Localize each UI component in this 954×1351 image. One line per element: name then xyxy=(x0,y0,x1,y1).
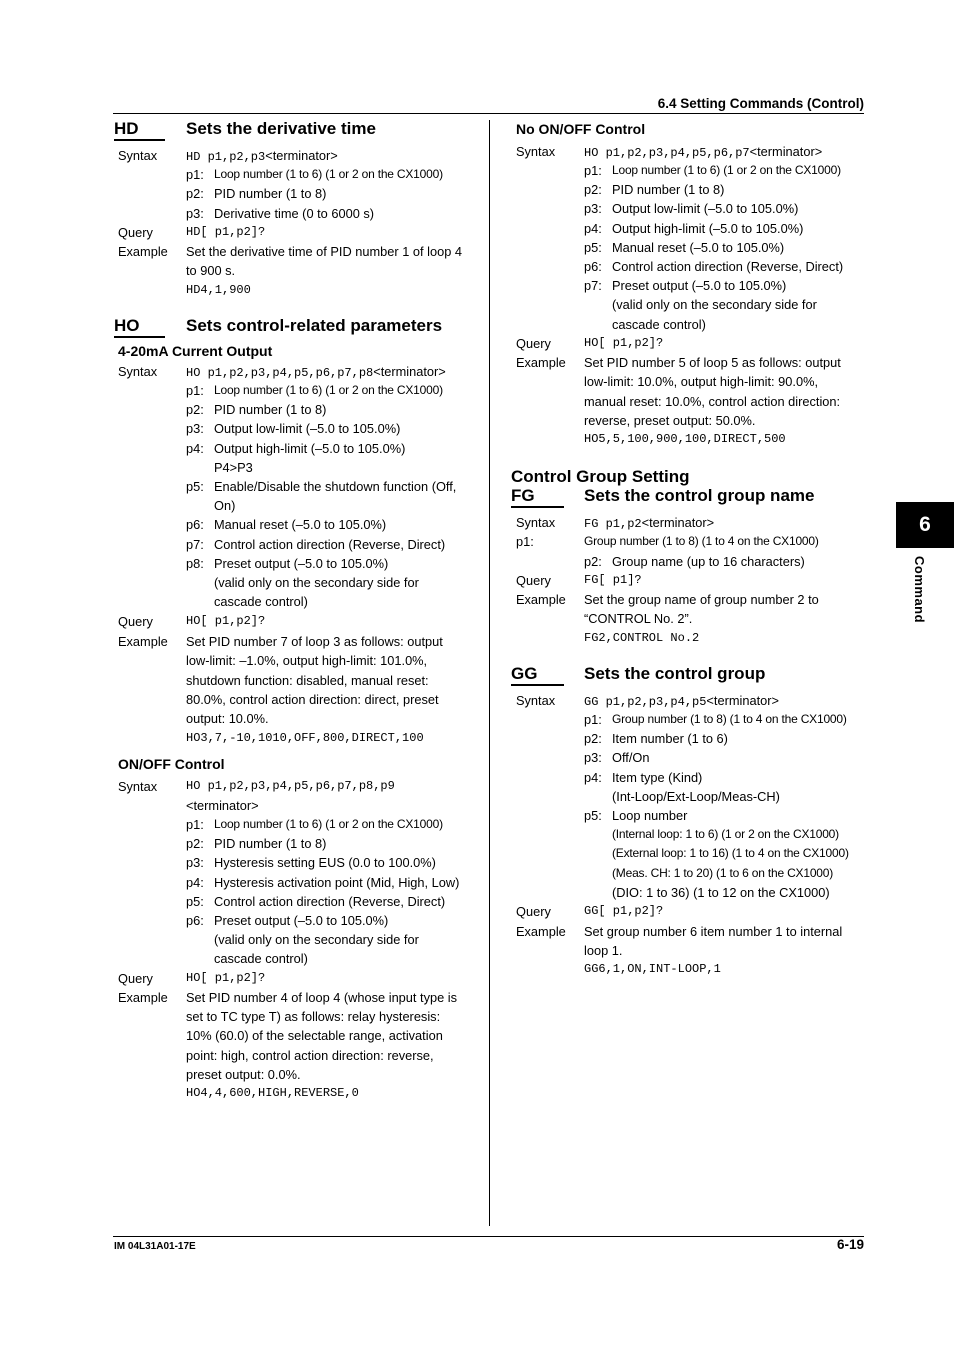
param-key: p1: xyxy=(584,163,602,178)
param-value: Output low-limit (–5.0 to 105.0%) xyxy=(612,201,799,217)
chapter-tab: 6 xyxy=(896,502,954,548)
ho-no-onoff-example-label: Example xyxy=(516,355,566,370)
param-value: (Int-Loop/Ext-Loop/Meas-CH) xyxy=(612,788,780,804)
param-key: p3: xyxy=(584,201,602,217)
fg-example-code: FG2,CONTROL No.2 xyxy=(584,631,700,645)
ho-onoff-subtitle: ON/OFF Control xyxy=(118,756,225,772)
ho-command-code: HO xyxy=(114,316,165,338)
fg-syntax-label: Syntax xyxy=(516,515,556,530)
gg-query-label: Query xyxy=(516,904,551,919)
param-key: p4: xyxy=(186,874,204,890)
param-value: On) xyxy=(214,498,236,514)
param-key: p7: xyxy=(584,278,602,294)
hd-title: Sets the derivative time xyxy=(186,119,376,138)
param-key: p1: xyxy=(186,817,204,832)
ho-current-syntax-label: Syntax xyxy=(118,364,158,379)
ho-no-onoff-subtitle: No ON/OFF Control xyxy=(516,121,646,137)
fg-example-label: Example xyxy=(516,592,566,607)
hd-param-p3: p3: xyxy=(186,206,204,221)
gg-title: Sets the control group xyxy=(584,664,766,683)
gg-syntax: GG p1,p2,p3,p4,p5<terminator> xyxy=(584,693,779,709)
hd-query-label: Query xyxy=(118,225,153,240)
example-line: Set PID number 7 of loop 3 as follows: output xyxy=(186,634,443,649)
ho-onoff-syntax-tail: <terminator> xyxy=(186,798,259,813)
param-value: Control action direction (Reverse, Direct) xyxy=(214,893,446,909)
fg-query: FG[ p1]? xyxy=(584,573,642,587)
param-value: Control action direction (Reverse, Direct) xyxy=(612,259,844,274)
hd-param-p2: p2: xyxy=(186,186,204,201)
example-code: HO5,5,100,900,100,DIRECT,500 xyxy=(584,432,786,447)
param-key: p5: xyxy=(186,479,204,494)
example-line: reverse, preset output: 50.0%. xyxy=(584,412,756,428)
param-value: Item type (Kind) xyxy=(612,769,703,785)
param-value: Manual reset (–5.0 to 105.0%) xyxy=(612,239,785,255)
example-code: HO3,7,-10,1010,OFF,800,DIRECT,100 xyxy=(186,730,424,745)
example-line: output: 10.0%. xyxy=(186,711,269,727)
param-key: p5: xyxy=(584,239,602,255)
fg-param-p1: p1: xyxy=(516,534,534,549)
ho-onoff-example-label: Example xyxy=(118,990,168,1005)
control-group-setting-heading: Control Group Setting xyxy=(511,467,690,486)
example-line: manual reset: 10.0%, control action direction: xyxy=(584,393,841,409)
fg-example-line: Set the group name of group number 2 to xyxy=(584,592,819,607)
chapter-tab-label: Command xyxy=(912,556,927,624)
param-key: p2: xyxy=(186,402,204,418)
ho-no-onoff-syntax-label: Syntax xyxy=(516,144,556,159)
param-key: p6: xyxy=(584,259,602,274)
param-value: Hysteresis setting EUS (0.0 to 100.0%) xyxy=(214,855,436,871)
param-key: p5: xyxy=(584,808,602,823)
fg-param-p2-text: Group name (up to 16 characters) xyxy=(612,554,805,569)
param-value: Item number (1 to 6) xyxy=(612,731,728,747)
param-value: Loop number (1 to 6) (1 or 2 on the CX1000) xyxy=(612,163,841,177)
param-value: cascade control) xyxy=(214,594,308,610)
hd-syntax-label: Syntax xyxy=(118,148,158,163)
fg-syntax: FG p1,p2<terminator> xyxy=(584,515,715,531)
ho-no-onoff-query: HO[ p1,p2]? xyxy=(584,336,664,350)
param-value: P4>P3 xyxy=(214,459,253,475)
footer-rule xyxy=(113,1236,864,1237)
ho-title: Sets control-related parameters xyxy=(186,316,443,335)
param-value: Preset output (–5.0 to 105.0%) xyxy=(214,555,389,571)
param-key: p6: xyxy=(186,913,204,928)
running-header: 6.4 Setting Commands (Control) xyxy=(657,96,864,111)
example-line: 80.0%, control action direction: direct, preset xyxy=(186,691,439,707)
param-value: Off/On xyxy=(612,750,650,766)
gg-syntax-label: Syntax xyxy=(516,693,556,708)
param-value: cascade control) xyxy=(214,951,308,967)
ho-current-syntax: HO p1,p2,p3,p4,p5,p6,p7,p8<terminator> xyxy=(186,364,446,380)
ho-current-query-label: Query xyxy=(118,614,153,629)
param-value: (Meas. CH: 1 to 20) (1 to 6 on the CX1000) xyxy=(612,865,834,880)
fg-param-p1-text: Group number (1 to 8) (1 to 4 on the CX1000) xyxy=(584,534,819,548)
param-value: (valid only on the secondary side for xyxy=(612,297,817,313)
example-line: Set PID number 5 of loop 5 as follows: output xyxy=(584,355,841,370)
param-value: Loop number xyxy=(612,808,688,823)
param-value: Manual reset (–5.0 to 105.0%) xyxy=(214,517,387,533)
hd-example-label: Example xyxy=(118,244,168,259)
hd-syntax: HD p1,p2,p3<terminator> xyxy=(186,148,338,164)
param-value: Control action direction (Reverse, Direct) xyxy=(214,536,446,552)
ho-no-onoff-syntax: HO p1,p2,p3,p4,p5,p6,p7<terminator> xyxy=(584,144,823,160)
example-line: point: high, control action direction: reverse, xyxy=(186,1047,434,1063)
header-rule xyxy=(113,113,864,114)
param-value: Enable/Disable the shutdown function (Off, xyxy=(214,479,457,494)
gg-example-line: Set group number 6 item number 1 to internal xyxy=(584,924,843,939)
param-value: Loop number (1 to 6) (1 or 2 on the CX1000) xyxy=(214,383,443,397)
param-value: (valid only on the secondary side for xyxy=(214,575,419,590)
ho-current-example-label: Example xyxy=(118,634,168,649)
page-number: 6-19 xyxy=(836,1237,864,1252)
param-key: p3: xyxy=(186,421,204,437)
hd-param-p1-text: Loop number (1 to 6) (1 or 2 on the CX1000) xyxy=(214,167,443,181)
hd-command-code: HD xyxy=(114,119,165,141)
ho-current-query: HO[ p1,p2]? xyxy=(186,614,266,628)
param-key: p3: xyxy=(584,750,602,766)
hd-example-code: HD4,1,900 xyxy=(186,283,251,297)
param-value: cascade control) xyxy=(612,316,706,332)
param-key: p2: xyxy=(186,836,204,852)
param-value: Output high-limit (–5.0 to 105.0%) xyxy=(612,220,804,236)
fg-example-line: “CONTROL No. 2”. xyxy=(584,611,693,626)
ho-onoff-syntax: HO p1,p2,p3,p4,p5,p6,p7,p8,p9 xyxy=(186,779,395,793)
fg-title: Sets the control group name xyxy=(584,486,815,505)
gg-command-code: GG xyxy=(511,664,564,686)
example-line: 10% (60.0) of the selectable range, activation xyxy=(186,1028,443,1044)
column-divider xyxy=(489,120,490,1226)
param-value: PID number (1 to 8) xyxy=(214,402,327,418)
fg-query-label: Query xyxy=(516,573,551,588)
example-line: shutdown function: disabled, manual reset: xyxy=(186,672,429,688)
gg-example-code: GG6,1,ON,INT-LOOP,1 xyxy=(584,962,721,976)
param-value: (DIO: 1 to 36) (1 to 12 on the CX1000) xyxy=(612,884,830,900)
param-value: Preset output (–5.0 to 105.0%) xyxy=(612,278,787,294)
hd-param-p2-text: PID number (1 to 8) xyxy=(214,186,327,201)
ho-onoff-syntax-label: Syntax xyxy=(118,779,158,794)
param-value: (Internal loop: 1 to 6) (1 or 2 on the CX1000) xyxy=(612,827,839,842)
param-value: PID number (1 to 8) xyxy=(612,182,725,198)
example-line: set to TC type T) as follows: relay hysteresis: xyxy=(186,1009,441,1025)
param-value: Output high-limit (–5.0 to 105.0%) xyxy=(214,440,406,456)
param-key: p8: xyxy=(186,555,204,571)
hd-query: HD[ p1,p2]? xyxy=(186,225,266,239)
param-key: p3: xyxy=(186,855,204,871)
hd-example-line: to 900 s. xyxy=(186,263,236,278)
param-value: Loop number (1 to 6) (1 or 2 on the CX1000) xyxy=(214,817,443,831)
gg-example-line: loop 1. xyxy=(584,943,623,958)
ho-onoff-query-label: Query xyxy=(118,971,153,986)
fg-command-code: FG xyxy=(511,486,564,508)
param-key: p2: xyxy=(584,182,602,198)
param-value: Hysteresis activation point (Mid, High, Low) xyxy=(214,874,460,890)
param-key: p4: xyxy=(584,769,602,785)
document-id: IM 04L31A01-17E xyxy=(114,1241,196,1252)
param-key: p4: xyxy=(186,440,204,456)
param-key: p2: xyxy=(584,731,602,747)
param-key: p1: xyxy=(186,383,204,398)
param-value: Output low-limit (–5.0 to 105.0%) xyxy=(214,421,401,437)
param-key: p7: xyxy=(186,536,204,552)
hd-param-p3-text: Derivative time (0 to 6000 s) xyxy=(214,206,375,221)
param-key: p5: xyxy=(186,893,204,909)
fg-param-p2: p2: xyxy=(584,554,602,569)
ho-current-subtitle: 4-20mA Current Output xyxy=(118,343,273,359)
param-key: p6: xyxy=(186,517,204,533)
example-line: low-limit: 10.0%, output high-limit: 90.0%, xyxy=(584,374,818,390)
example-line: Set PID number 4 of loop 4 (whose input type is xyxy=(186,990,458,1005)
example-code: HO4,4,600,HIGH,REVERSE,0 xyxy=(186,1086,359,1100)
example-line: low-limit: –1.0%, output high-limit: 101.0%, xyxy=(186,653,428,669)
gg-example-label: Example xyxy=(516,924,566,939)
param-value: Group number (1 to 8) (1 to 4 on the CX1000) xyxy=(612,712,847,726)
param-key: p4: xyxy=(584,220,602,236)
hd-param-p1: p1: xyxy=(186,167,204,182)
example-line: preset output: 0.0%. xyxy=(186,1066,301,1082)
param-value: (valid only on the secondary side for xyxy=(214,932,419,948)
param-value: Preset output (–5.0 to 105.0%) xyxy=(214,913,389,928)
ho-no-onoff-query-label: Query xyxy=(516,336,551,351)
param-key: p1: xyxy=(584,712,602,727)
hd-example-line: Set the derivative time of PID number 1 of loop 4 xyxy=(186,244,462,259)
param-value: PID number (1 to 8) xyxy=(214,836,327,852)
param-value: (External loop: 1 to 16) (1 to 4 on the CX1000) xyxy=(612,846,849,861)
ho-onoff-query: HO[ p1,p2]? xyxy=(186,971,266,985)
gg-query: GG[ p1,p2]? xyxy=(584,904,664,918)
